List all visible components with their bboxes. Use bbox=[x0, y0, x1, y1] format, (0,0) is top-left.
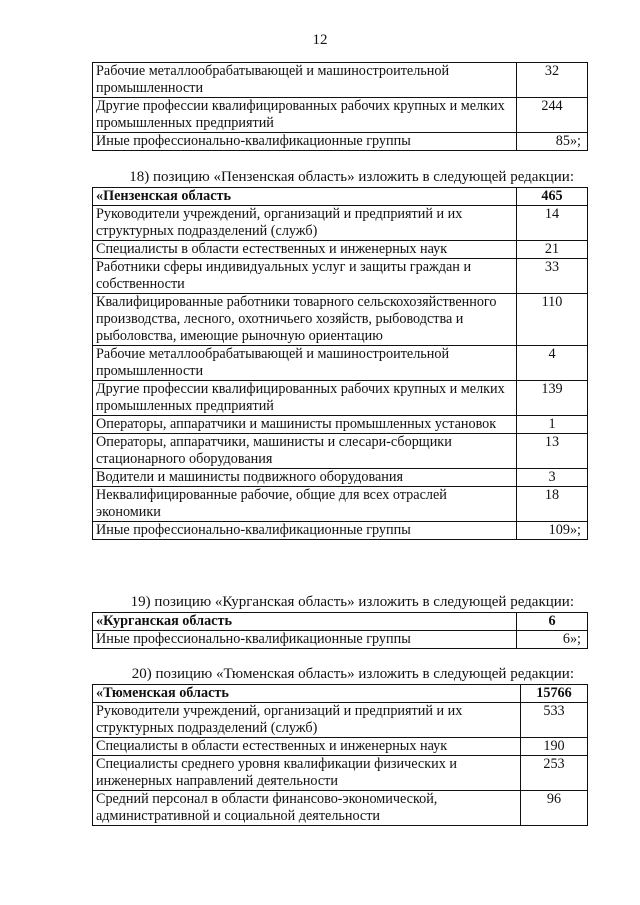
row-value: 85»; bbox=[517, 133, 588, 151]
table-header-row bbox=[93, 685, 588, 703]
row-label: Неквалифицированные рабочие, общие для всех отраслей экономики bbox=[93, 487, 517, 522]
row-label: Работники сферы индивидуальных услуг и защиты граждан и собственности bbox=[93, 259, 517, 294]
row-value: 244 bbox=[517, 98, 588, 133]
region-name: «Тюменская область bbox=[93, 685, 521, 703]
table-row bbox=[93, 206, 588, 241]
row-label: Другие профессии квалифицированных рабочих крупных и мелких промышленных предприятий bbox=[93, 381, 517, 416]
table-row bbox=[93, 346, 588, 381]
table-row bbox=[93, 294, 588, 346]
table-row bbox=[93, 133, 588, 151]
row-label: Иные профессионально-квалификационные группы bbox=[93, 133, 517, 151]
row-label: Рабочие металлообрабатывающей и машиностроительной промышленности bbox=[93, 63, 517, 98]
row-label: Рабочие металлообрабатывающей и машиностроительной промышленности bbox=[93, 346, 517, 381]
region-total: 15766 bbox=[521, 685, 588, 703]
row-label: Специалисты в области естественных и инженерных наук bbox=[93, 738, 521, 756]
table-row bbox=[93, 703, 588, 738]
row-label: Операторы, аппаратчики и машинисты промышленных установок bbox=[93, 416, 517, 434]
row-value: 109»; bbox=[517, 522, 588, 540]
section-20-intro: 20) позицию «Тюменская область» изложить в следующей редакции: bbox=[131, 666, 574, 682]
table-row bbox=[93, 416, 588, 434]
table-row bbox=[93, 434, 588, 469]
row-value: 18 bbox=[517, 487, 588, 522]
table-header-row bbox=[93, 613, 588, 631]
row-label: Руководители учреждений, организаций и предприятий и их структурных подразделений (служб) bbox=[93, 206, 517, 241]
section-18-intro: 18) позицию «Пензенская область» изложить в следующей редакции: bbox=[129, 169, 574, 185]
row-value: 253 bbox=[521, 756, 588, 791]
row-value: 190 bbox=[521, 738, 588, 756]
row-label: Иные профессионально-квалификационные группы bbox=[93, 631, 517, 649]
table-row bbox=[93, 756, 588, 791]
table-row bbox=[93, 469, 588, 487]
region-total: 465 bbox=[517, 188, 588, 206]
table-row bbox=[93, 241, 588, 259]
table-row bbox=[93, 98, 588, 133]
table-continued bbox=[92, 62, 588, 151]
region-total: 6 bbox=[517, 613, 588, 631]
table-tyumen bbox=[92, 684, 588, 826]
row-value: 96 bbox=[521, 791, 588, 826]
table-penza bbox=[92, 187, 588, 540]
row-label: Руководители учреждений, организаций и предприятий и их структурных подразделений (служб) bbox=[93, 703, 521, 738]
region-name: «Курганская область bbox=[93, 613, 517, 631]
row-label: Средний персонал в области финансово-экономической, административной и социальной деятельности bbox=[93, 791, 521, 826]
table-header-row bbox=[93, 188, 588, 206]
page-number: 12 bbox=[312, 32, 328, 48]
row-label: Водители и машинисты подвижного оборудования bbox=[93, 469, 517, 487]
row-value: 110 bbox=[517, 294, 588, 346]
row-value: 533 bbox=[521, 703, 588, 738]
row-label: Иные профессионально-квалификационные группы bbox=[93, 522, 517, 540]
row-label: Специалисты среднего уровня квалификации физических и инженерных направлений деятельности bbox=[93, 756, 521, 791]
table-row bbox=[93, 381, 588, 416]
row-value: 32 bbox=[517, 63, 588, 98]
row-value: 3 bbox=[517, 469, 588, 487]
row-label: Другие профессии квалифицированных рабочих крупных и мелких промышленных предприятий bbox=[93, 98, 517, 133]
row-value: 21 bbox=[517, 241, 588, 259]
row-label: Операторы, аппаратчики, машинисты и слесари-сборщики стационарного оборудования bbox=[93, 434, 517, 469]
table-row bbox=[93, 63, 588, 98]
table-kurgan bbox=[92, 612, 588, 649]
table-row bbox=[93, 631, 588, 649]
table-row bbox=[93, 791, 588, 826]
row-label: Специалисты в области естественных и инженерных наук bbox=[93, 241, 517, 259]
row-value: 13 bbox=[517, 434, 588, 469]
row-value: 1 bbox=[517, 416, 588, 434]
row-value: 139 bbox=[517, 381, 588, 416]
table-row bbox=[93, 487, 588, 522]
row-label: Квалифицированные работники товарного сельскохозяйственного производства, лесного, охотничьего хозяйств, рыбоводства и рыболовства, имеющие рыночную ориентацию bbox=[93, 294, 517, 346]
table-row bbox=[93, 522, 588, 540]
row-value: 33 bbox=[517, 259, 588, 294]
row-value: 14 bbox=[517, 206, 588, 241]
row-value: 4 bbox=[517, 346, 588, 381]
section-19-intro: 19) позицию «Курганская область» изложить в следующей редакции: bbox=[130, 594, 574, 610]
table-row bbox=[93, 259, 588, 294]
row-value: 6»; bbox=[517, 631, 588, 649]
table-row bbox=[93, 738, 588, 756]
region-name: «Пензенская область bbox=[93, 188, 517, 206]
